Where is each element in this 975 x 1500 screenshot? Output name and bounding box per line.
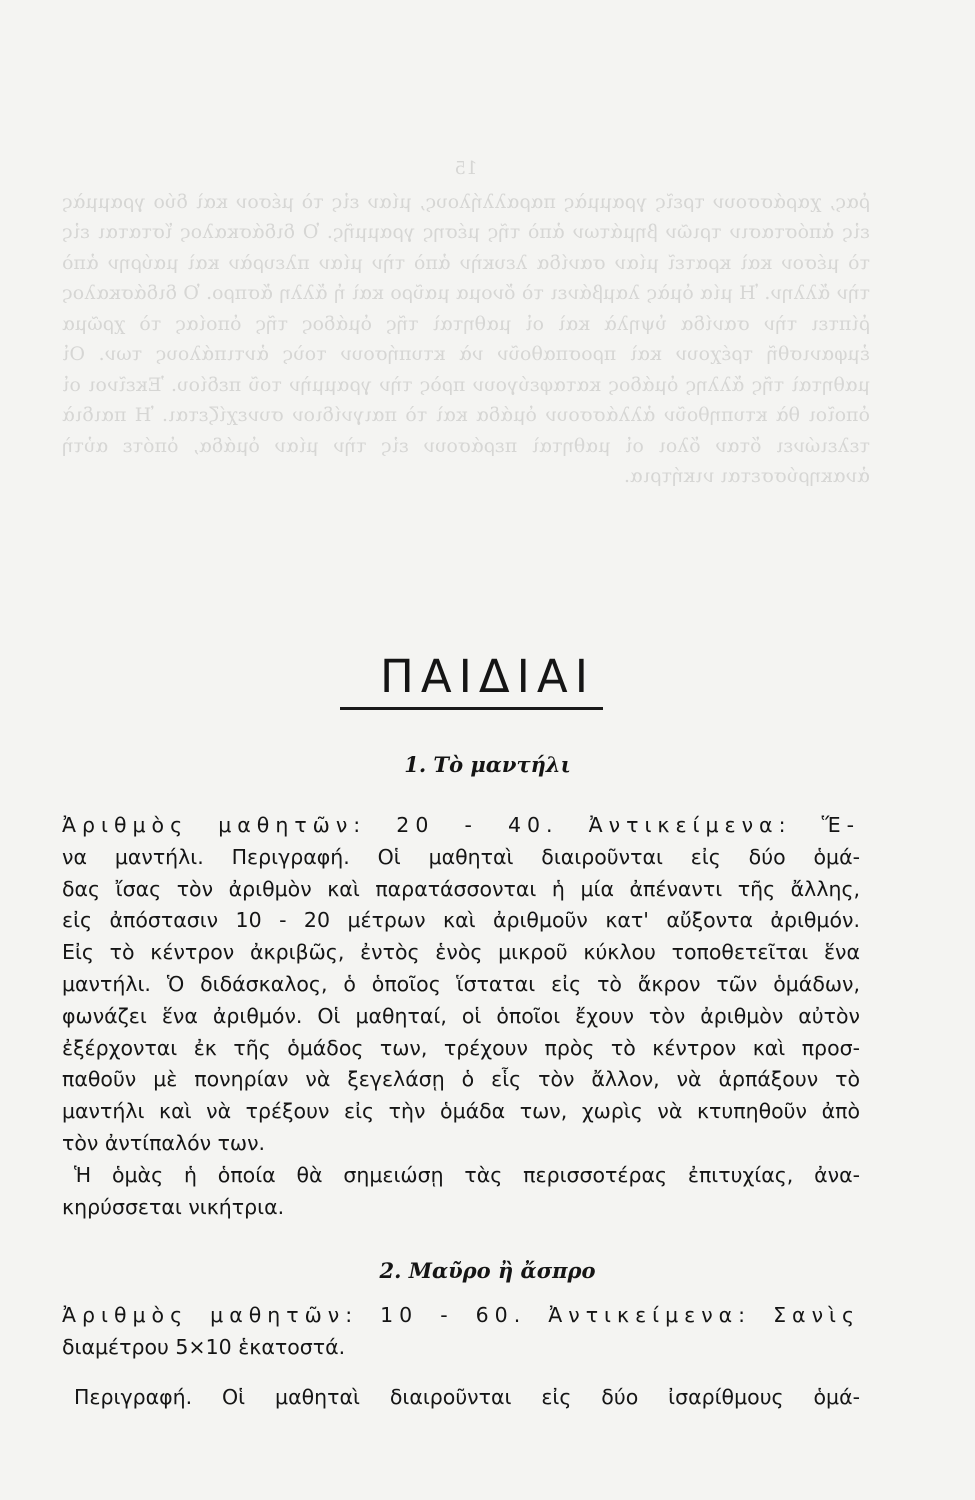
text-line: Περιγραφή. Οἱ μαθηταὶ διαιροῦνται εἰς δύο ἰσαρίθμους ὁμά-: [74, 1385, 860, 1409]
text-line: μαντήλι. Ὁ διδάσκαλος, ὁ ὁποῖος ἵσταται εἰς τὸ ἄκρον τῶν ὁμάδων,: [62, 971, 860, 996]
text-line: φωνάζει ἕνα ἀριθμόν. Οἱ μαθηταί, οἱ ὁποῖοι ἔχουν τὸν ἀριθμὸν αὐτὸν: [62, 1003, 860, 1028]
title-underline: [340, 707, 603, 710]
text-line: τὸν ἀντίπαλόν των.: [62, 1130, 266, 1155]
text-line: Εἰς τὸ κέντρον ἀκριβῶς, ἐντὸς ἑνὸς μικροῦ κύκλου τοποθετεῖται ἕνα: [62, 940, 860, 965]
bleed-through-text: 15 ῥας, χαράσσουν τρεῖς γραμμὰς παραλλήλους, μίαν εἰς τὸ μέσον καὶ δύο γραμμὰς εἰς ἀπόστασιν τριῶν βημάτων ἀπὸ τῆς μέσης γραμμῆς. Ὁ διδάσκαλος ἵσταται εἰς τὸ μέσον καὶ κρατεῖ μίαν σανίδα λευκὴν ἀπὸ τὴν μίαν πλευρὰν καὶ μαύρην ἀπὸ τὴν ἄλλην. Ἡ μία ὁμὰς λαμβάνει τὸ ὄνομα μαῦρο καὶ ἡ ἄλλη ἄσπρο. Ὁ διδάσκαλος ῥίπτει τὴν σανίδα ὑψηλὰ καὶ οἱ μαθηταὶ τῆς ὁμάδος τῆς ὁποίας τὸ χρῶμα ἐμφανισθῆ τρέχουν καὶ προσπαθοῦν νὰ κτυπήσουν τοὺς ἀντιπάλους των. Οἱ μαθηταὶ τῆς ἄλλης ὁμάδος καταφεύγουν πρὸς τὴν γραμμὴν τοῦ πεδίου. Ἐκεῖνοι οἱ ὁποῖοι θὰ κτυπηθοῦν ἀλλάσσουν ὁμάδα καὶ τὸ παιγνίδιον συνεχίζεται. Ἡ παιδιὰ τελειώνει ὅταν ὅλοι οἱ μαθηταὶ περάσουν εἰς τὴν μίαν ὁμάδα, ὁπότε αὐτὴ ἀνακηρύσσεται νικήτρια.: [62, 158, 870, 487]
section-title-mantili: 1. Τὸ μαντήλι: [404, 752, 571, 777]
text-line: παθοῦν μὲ πονηρίαν νὰ ξεγελάσῃ ὁ εἷς τὸν ἄλλον, νὰ ἁρπάξουν τὸ: [62, 1067, 860, 1092]
section-body-mantili: [62, 810, 860, 1223]
text-line: μαντήλι καὶ νὰ τρέξουν εἰς τὴν ὁμάδα των, χωρὶς νὰ κτυπηθοῦν ἀπὸ: [62, 1099, 860, 1124]
text-line: δας ἴσας τὸν ἀριθμὸν καὶ παρατάσσονται ἡ μία ἀπέναντι τῆς ἄλλης,: [62, 876, 860, 901]
section-description-mavro-aspro: [62, 1382, 860, 1414]
text-line: Ἀριθμὸς μαθητῶν: 20 - 40. Ἀντικείμενα: Ἕ-: [62, 813, 860, 837]
text-line: Ἀριθμὸς μαθητῶν: 10 - 60. Ἀντικείμενα: Σανὶς: [62, 1303, 860, 1327]
text-line: κηρύσσεται νικήτρια.: [62, 1194, 285, 1219]
text-line: εἰς ἀπόστασιν 10 - 20 μέτρων καὶ ἀριθμοῦν κατ' αὔξοντα ἀριθμόν.: [62, 908, 860, 933]
text-line: Ἡ ὁμὰς ἡ ὁποία θὰ σημειώσῃ τὰς περισσοτέρας ἐπιτυχίας, ἀνα-: [74, 1162, 860, 1187]
text-line: να μαντήλι. Περιγραφή. Οἱ μαθηταὶ διαιροῦνται εἰς δύο ὁμά-: [62, 844, 860, 869]
section-title-mavro-aspro: 2. Μαῦρο ἢ ἄσπρο: [379, 1258, 596, 1283]
section-body-mavro-aspro: [62, 1300, 860, 1364]
page-title: ΠΑΙΔΙΑΙ: [379, 650, 595, 703]
text-line: ἐξέρχονται ἐκ τῆς ὁμάδος των, τρέχουν πρὸς τὸ κέντρον καὶ προσ-: [62, 1035, 860, 1060]
text-line: διαμέτρου 5×10 ἑκατοστά.: [62, 1334, 346, 1359]
